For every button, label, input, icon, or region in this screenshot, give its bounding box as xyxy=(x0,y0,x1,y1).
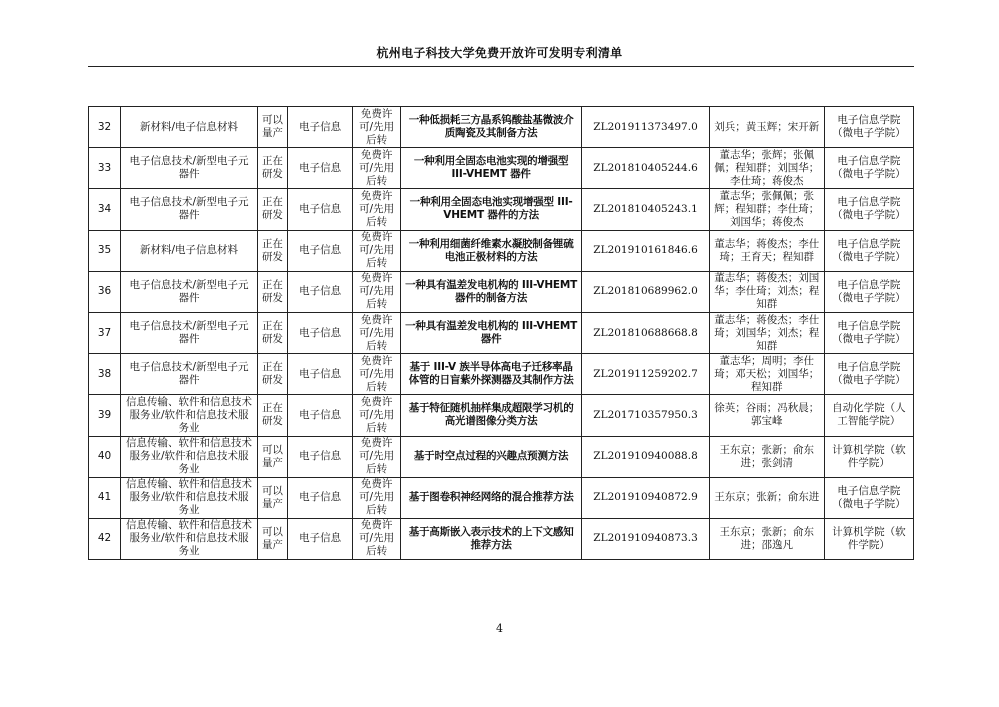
tech-category: 电子信息 xyxy=(287,312,352,353)
college: 电子信息学院（微电子学院） xyxy=(824,107,913,148)
inventors: 刘兵；黄玉辉；宋开新 xyxy=(709,107,824,148)
patent-title: 基于时空点过程的兴趣点预测方法 xyxy=(400,436,581,477)
development-stage: 正在研发 xyxy=(257,271,287,312)
inventors: 董志华；周明；李仕琦；邓天松；刘国华；程知群 xyxy=(709,354,824,395)
table-row xyxy=(89,189,914,230)
patent-number: ZL201910940873.3 xyxy=(582,518,709,559)
table-row xyxy=(89,271,914,312)
development-stage: 可以量产 xyxy=(257,477,287,518)
tech-category: 电子信息 xyxy=(287,436,352,477)
row-number: 38 xyxy=(89,354,121,395)
table-row xyxy=(89,518,914,559)
college: 电子信息学院（微电子学院） xyxy=(824,477,913,518)
tech-category: 电子信息 xyxy=(287,271,352,312)
row-number: 40 xyxy=(89,436,121,477)
inventors: 王东京；张新；俞东进 xyxy=(709,477,824,518)
development-stage: 正在研发 xyxy=(257,354,287,395)
development-stage: 正在研发 xyxy=(257,312,287,353)
license-type: 免费许可/先用后转 xyxy=(353,107,401,148)
tech-category: 电子信息 xyxy=(287,107,352,148)
patent-number: ZL201911373497.0 xyxy=(582,107,709,148)
patent-number: ZL201710357950.3 xyxy=(582,395,709,436)
row-number: 41 xyxy=(89,477,121,518)
table-row xyxy=(89,477,914,518)
table-row xyxy=(89,312,914,353)
college: 自动化学院（人工智能学院） xyxy=(824,395,913,436)
college: 电子信息学院（微电子学院） xyxy=(824,230,913,271)
patent-title: 一种利用全固态电池实现的增强型 III-VHEMT 器件 xyxy=(400,148,581,189)
table-row xyxy=(89,395,914,436)
patent-number: ZL201810689962.0 xyxy=(582,271,709,312)
inventors: 王东京；张新；俞东进；邵逸凡 xyxy=(709,518,824,559)
inventors: 徐英；谷雨；冯秋晨；郭宝峰 xyxy=(709,395,824,436)
development-stage: 正在研发 xyxy=(257,230,287,271)
industry-field: 新材料/电子信息材料 xyxy=(121,107,258,148)
patent-title: 一种具有温差发电机构的 III-VHEMT 器件的制备方法 xyxy=(400,271,581,312)
inventors: 董志华；张辉；张佩佩；程知群；刘国华；李仕琦；蒋俊杰 xyxy=(709,148,824,189)
development-stage: 正在研发 xyxy=(257,148,287,189)
patent-number: ZL201910940872.9 xyxy=(582,477,709,518)
patent-title: 一种利用细菌纤维素水凝胶制备锂硫电池正极材料的方法 xyxy=(400,230,581,271)
patent-number: ZL201910161846.6 xyxy=(582,230,709,271)
row-number: 35 xyxy=(89,230,121,271)
row-number: 32 xyxy=(89,107,121,148)
table-row xyxy=(89,148,914,189)
college: 电子信息学院（微电子学院） xyxy=(824,189,913,230)
license-type: 免费许可/先用后转 xyxy=(353,354,401,395)
table-row xyxy=(89,354,914,395)
industry-field: 电子信息技术/新型电子元器件 xyxy=(121,354,258,395)
patent-number: ZL201810688668.8 xyxy=(582,312,709,353)
industry-field: 电子信息技术/新型电子元器件 xyxy=(121,271,258,312)
tech-category: 电子信息 xyxy=(287,189,352,230)
industry-field: 信息传输、软件和信息技术服务业/软件和信息技术服务业 xyxy=(121,477,258,518)
industry-field: 电子信息技术/新型电子元器件 xyxy=(121,148,258,189)
industry-field: 信息传输、软件和信息技术服务业/软件和信息技术服务业 xyxy=(121,395,258,436)
page-number: 4 xyxy=(496,622,503,635)
development-stage: 正在研发 xyxy=(257,189,287,230)
industry-field: 信息传输、软件和信息技术服务业/软件和信息技术服务业 xyxy=(121,436,258,477)
header-rule xyxy=(88,66,914,67)
college: 电子信息学院（微电子学院） xyxy=(824,148,913,189)
tech-category: 电子信息 xyxy=(287,518,352,559)
patent-title: 基于高斯嵌入表示技术的上下文感知推荐方法 xyxy=(400,518,581,559)
license-type: 免费许可/先用后转 xyxy=(353,312,401,353)
inventors: 董志华；张佩佩；张辉；程知群；李仕琦；刘国华；蒋俊杰 xyxy=(709,189,824,230)
industry-field: 电子信息技术/新型电子元器件 xyxy=(121,312,258,353)
patent-title: 基于图卷积神经网络的混合推荐方法 xyxy=(400,477,581,518)
patent-table xyxy=(88,106,914,560)
license-type: 免费许可/先用后转 xyxy=(353,477,401,518)
row-number: 33 xyxy=(89,148,121,189)
development-stage: 可以量产 xyxy=(257,518,287,559)
industry-field: 信息传输、软件和信息技术服务业/软件和信息技术服务业 xyxy=(121,518,258,559)
tech-category: 电子信息 xyxy=(287,148,352,189)
tech-category: 电子信息 xyxy=(287,395,352,436)
patent-number: ZL201910940088.8 xyxy=(582,436,709,477)
college: 计算机学院（软件学院） xyxy=(824,518,913,559)
patent-number: ZL201810405244.6 xyxy=(582,148,709,189)
tech-category: 电子信息 xyxy=(287,354,352,395)
tech-category: 电子信息 xyxy=(287,230,352,271)
patent-number: ZL201810405243.1 xyxy=(582,189,709,230)
page-title: 杭州电子科技大学免费开放许可发明专利清单 xyxy=(376,46,623,60)
table-row xyxy=(89,230,914,271)
license-type: 免费许可/先用后转 xyxy=(353,230,401,271)
inventors: 董志华；蒋俊杰；刘国华；李仕琦；刘杰；程知群 xyxy=(709,271,824,312)
industry-field: 新材料/电子信息材料 xyxy=(121,230,258,271)
inventors: 董志华；蒋俊杰；李仕琦；王育天；程知群 xyxy=(709,230,824,271)
row-number: 34 xyxy=(89,189,121,230)
license-type: 免费许可/先用后转 xyxy=(353,189,401,230)
table-row xyxy=(89,436,914,477)
inventors: 董志华；蒋俊杰；李仕琦；刘国华；刘杰；程知群 xyxy=(709,312,824,353)
patent-title: 基于 III-V 族半导体高电子迁移率晶体管的日盲紫外探测器及其制作方法 xyxy=(400,354,581,395)
college: 电子信息学院（微电子学院） xyxy=(824,354,913,395)
industry-field: 电子信息技术/新型电子元器件 xyxy=(121,189,258,230)
row-number: 39 xyxy=(89,395,121,436)
row-number: 36 xyxy=(89,271,121,312)
patent-title: 基于特征随机抽样集成超限学习机的高光谱图像分类方法 xyxy=(400,395,581,436)
college: 电子信息学院（微电子学院） xyxy=(824,312,913,353)
patent-title: 一种利用全固态电池实现增强型 III-VHEMT 器件的方法 xyxy=(400,189,581,230)
license-type: 免费许可/先用后转 xyxy=(353,518,401,559)
college: 计算机学院（软件学院） xyxy=(824,436,913,477)
row-number: 42 xyxy=(89,518,121,559)
development-stage: 可以量产 xyxy=(257,436,287,477)
license-type: 免费许可/先用后转 xyxy=(353,436,401,477)
development-stage: 可以量产 xyxy=(257,107,287,148)
license-type: 免费许可/先用后转 xyxy=(353,271,401,312)
development-stage: 正在研发 xyxy=(257,395,287,436)
patent-title: 一种具有温差发电机构的 III-VHEMT 器件 xyxy=(400,312,581,353)
patent-number: ZL201911259202.7 xyxy=(582,354,709,395)
license-type: 免费许可/先用后转 xyxy=(353,395,401,436)
table-row xyxy=(89,107,914,148)
license-type: 免费许可/先用后转 xyxy=(353,148,401,189)
patent-title: 一种低损耗三方晶系钨酸盐基微波介质陶瓷及其制备方法 xyxy=(400,107,581,148)
inventors: 王东京；张新；俞东进；张剑清 xyxy=(709,436,824,477)
tech-category: 电子信息 xyxy=(287,477,352,518)
college: 电子信息学院（微电子学院） xyxy=(824,271,913,312)
row-number: 37 xyxy=(89,312,121,353)
